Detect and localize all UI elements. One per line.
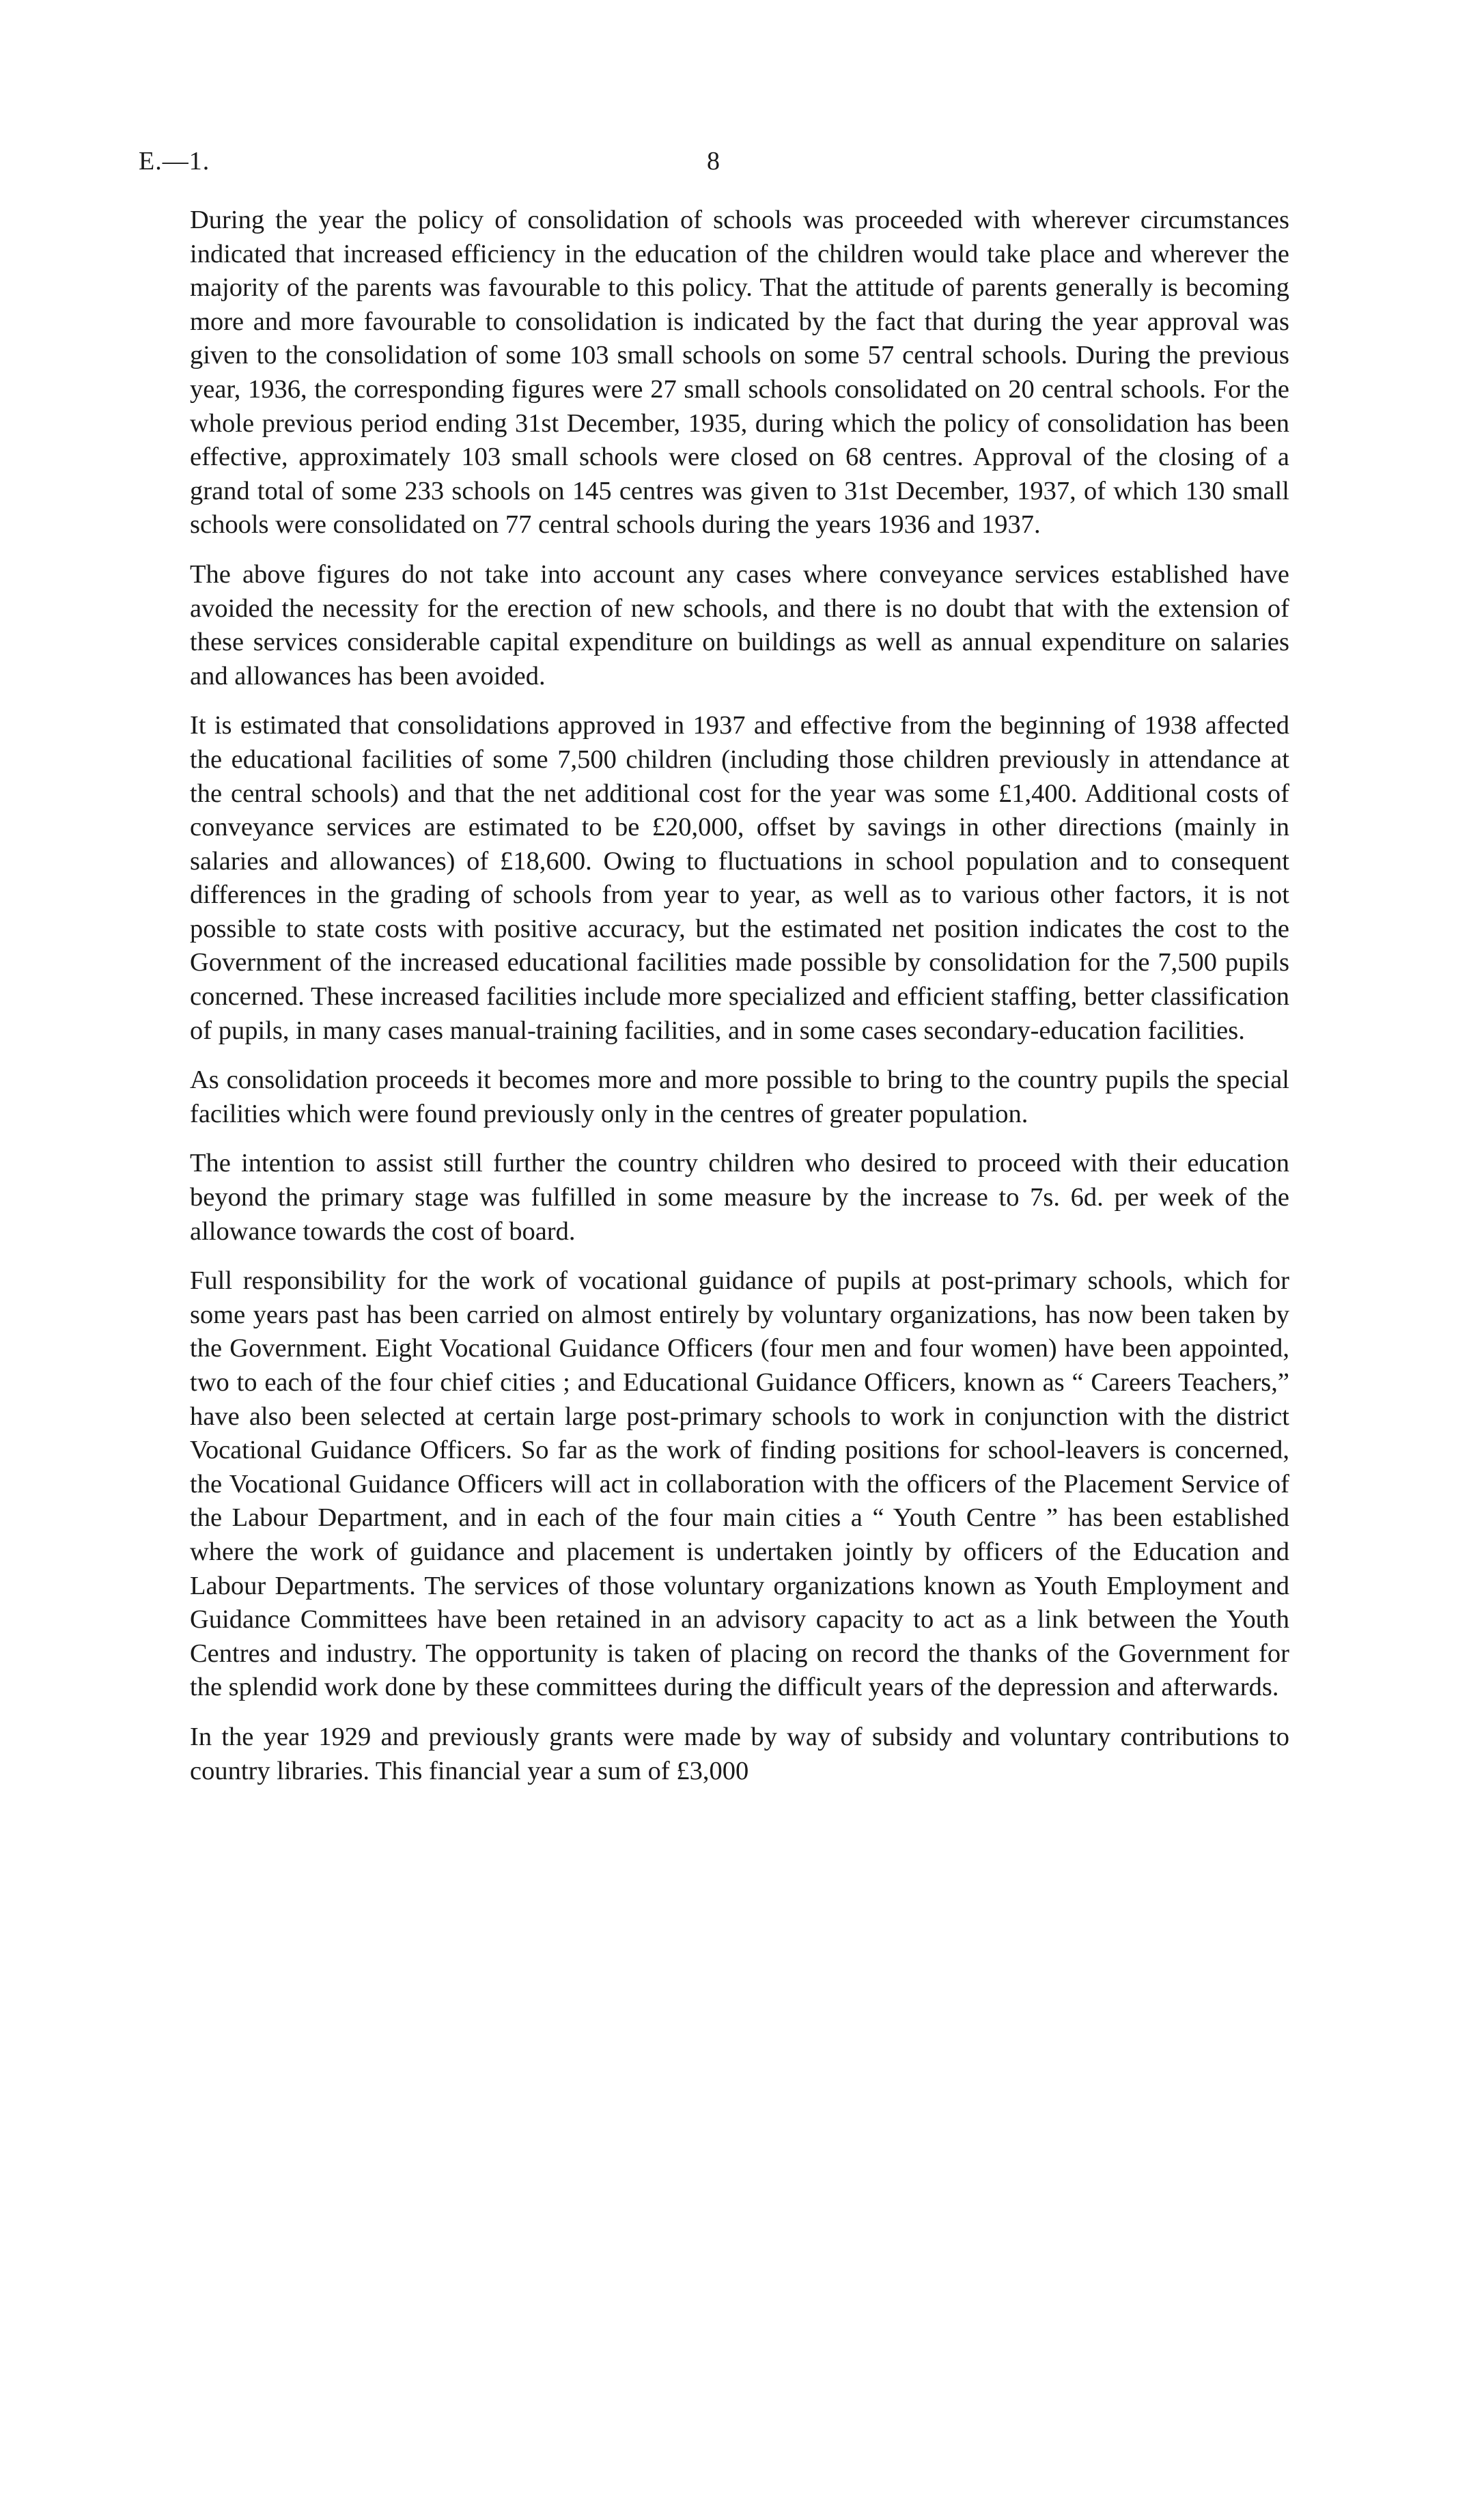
paragraph-board-allowance: The intention to assist still further the country children who desired to proceed with their education beyond the primary stage was fulfilled in some measure by the increase to 7s. 6d. per week of the allowance towards the cost of board.: [190, 1149, 1289, 1246]
paragraph-country-pupils: As consolidation proceeds it becomes more and more possible to bring to the country pupils the special facilities which were found previously only in the centres of greater population.: [190, 1066, 1289, 1128]
paragraph-estimated-costs: It is estimated that consolidations approved in 1937 and effective from the beginning of 1938 affected the educational facilities of some 7,500 children (including those children previously in attendance at the central schools) and that the net additional cost for the year was some £1,400. Additional costs of conveyance services are estimated to be £20,000, offset by savings in other directions (mainly in salaries and allowances) of £18,600. Owing to fluctuations in school population and to consequent differences in the grading of schools from year to year, as well as to various other factors, it is not possible to state costs with positive accuracy, but the estimated net position indicates the cost to the Government of the increased educational facilities made possible by consolidation for the 7,500 pupils concerned. These increased facilities include more specialized and efficient staffing, better classification of pupils, in many cases manual-training facilities, and in some cases secondary-education facilities.: [190, 711, 1289, 1045]
running-head: [139, 141, 1300, 182]
page-number: 8: [707, 147, 720, 176]
document-reference: E.—1.: [139, 147, 210, 176]
paragraph-conveyance-services: The above figures do not take into account any cases where conveyance services established have avoided the necessity for the erection of new schools, and there is no doubt that with the extension of these services considerable capital expenditure on buildings as well as annual expenditure on salaries and allowances has been avoided.: [190, 559, 1289, 691]
paragraph-consolidation: During the year the policy of consolidation of schools was proceeded with wherever circumstances indicated that increased efficiency in the education of the children would take place and wherever the majority of the parents was favourable to this policy. That the attitude of parents generally is becoming more and more favourable to consolidation is indicated by the fact that during the year approval was given to the consolidation of some 103 small schools on some 57 central schools. During the previous year, 1936, the corresponding figures were 27 small schools consolidated on 20 central schools. For the whole previous period ending 31st December, 1935, during which the policy of consolidation has been effective, approximately 103 small schools were closed on 68 centres. Approval of the closing of a grand total of some 233 schools on 145 centres was given to 31st December, 1937, of which 130 small schools were consolidated on 77 central schools during the years 1936 and 1937.: [190, 206, 1289, 540]
paragraph-vocational-guidance: Full responsibility for the work of vocational guidance of pupils at post-primary schools, which for some years past has been carried on almost entirely by voluntary organizations, has now been taken by the Government. Eight Vocational Guidance Officers (four men and four women) have been appointed, two to each of the four chief cities ; and Educational Guidance Officers, known as “ Careers Teachers,” have also been selected at certain large post-primary schools to work in conjunction with the district Vocational Guidance Officers. So far as the work of finding positions for school-leavers is concerned, the Vocational Guidance Officers will act in collaboration with the officers of the Placement Service of the Labour Department, and in each of the four main cities a “ Youth Centre ” has been established where the work of guidance and placement is undertaken jointly by officers of the Education and Labour Departments. The services of those voluntary organizations known as Youth Employment and Guidance Committees have been retained in an advisory capacity to act as a link between the Youth Centres and industry. The opportunity is taken of placing on record the thanks of the Government for the splendid work done by these committees during the difficult years of the depression and afterwards.: [190, 1266, 1289, 1702]
body-text: [190, 204, 1289, 1788]
paragraph-country-libraries: In the year 1929 and previously grants were made by way of subsidy and voluntary contributions to country libraries. This financial year a sum of £3,000: [190, 1722, 1289, 1785]
